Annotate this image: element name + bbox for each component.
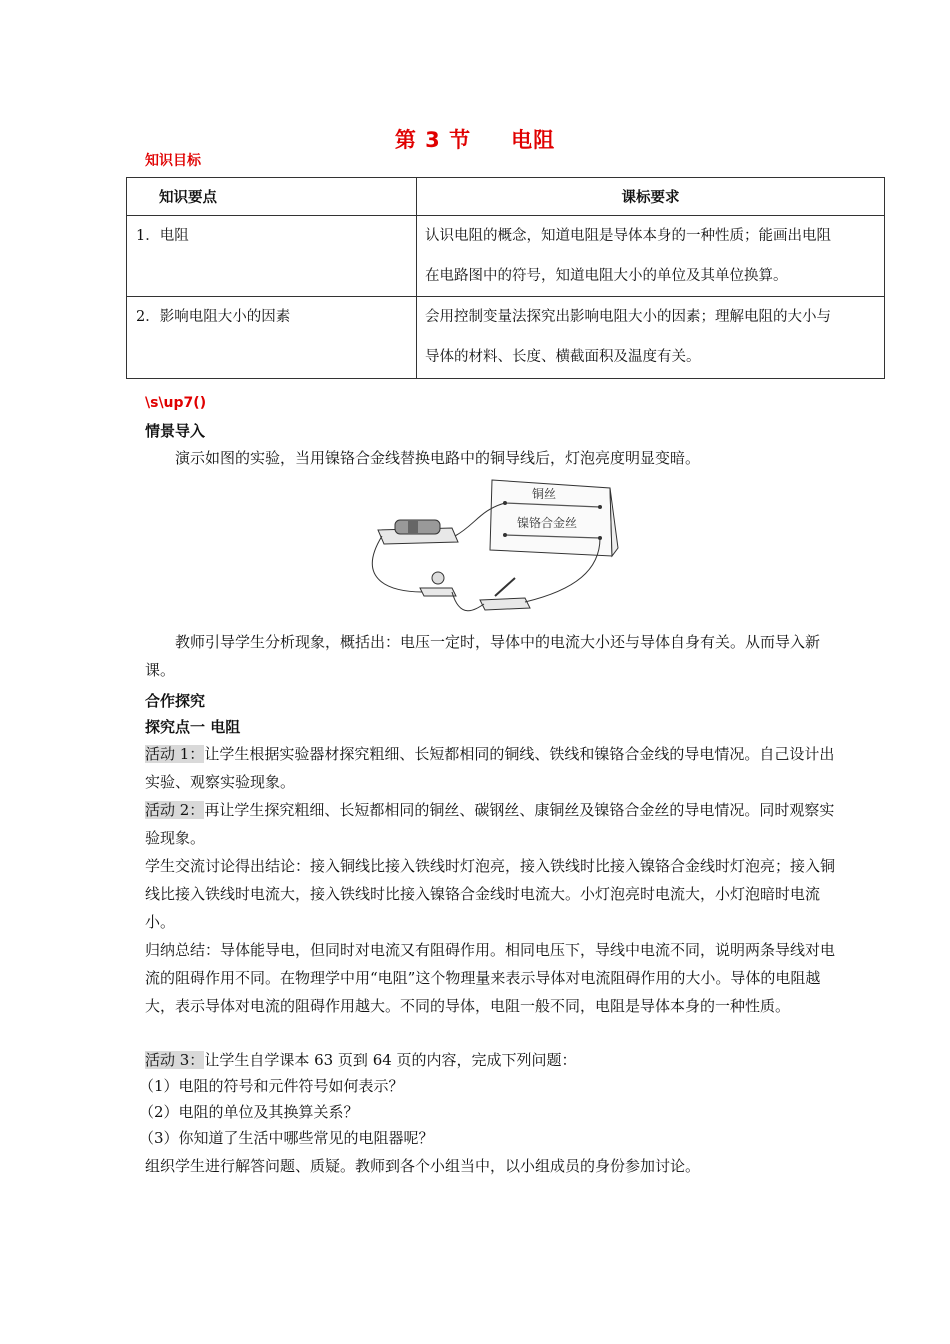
question-item: （2）电阻的单位及其换算关系？ — [139, 1103, 359, 1121]
battery-band — [408, 520, 418, 534]
activity-1 — [145, 740, 835, 796]
knowledge-point-cell: 2．影响电阻大小的因素 — [127, 297, 417, 379]
activity-text: 让学生根据实验器材探究粗细、长短都相同的铜线、铁线和镍铬合金线的导电情况。自己设计出实验、观察实验现象。 — [145, 745, 835, 791]
point1-heading: 探究点一 电阻 — [145, 718, 241, 736]
activity-label: 活动 2： — [145, 801, 205, 819]
switch-lever — [495, 578, 515, 596]
circuit-diagram — [360, 470, 630, 620]
question-item: （1）电阻的符号和元件符号如何表示？ — [139, 1077, 404, 1095]
knowledge-table — [126, 177, 885, 379]
requirement-cell — [417, 297, 885, 379]
cooperative-heading: 合作探究 — [145, 692, 206, 710]
header-knowledge-point: 知识要点 — [127, 178, 417, 216]
header-curriculum-requirement: 课标要求 — [417, 178, 885, 216]
activity-2 — [145, 796, 835, 852]
summary-text: 归纳总结：导体能导电，但同时对电流又有阻碍作用。相同电压下，导线中电流不同，说明两条导线对电流的阻碍作用不同。在物理学中用“电阻”这个物理量来表示导体对电流阻碍作用的大小。导体的电阻越大，表示导体对电流的阻碍作用越大。不同的导体，电阻一般不同，电阻是导体本身的一种性质。 — [145, 941, 836, 1015]
discussion-text: 学生交流讨论得出结论：接入铜线比接入铁线时灯泡亮，接入铁线时比接入镍铬合金线时灯泡亮；接入铜线比接入铁线时电流大，接入铁线时比接入镍铬合金线时电流大。小灯泡亮时电流大，小灯泡暗时电流小。 — [145, 857, 836, 931]
switch-base — [480, 598, 530, 610]
intro-followup: 教师引导学生分析现象，概括出：电压一定时，导体中的电流大小还与导体自身有关。从而导入新课。 — [145, 633, 821, 679]
requirement-line: 在电路图中的符号，知道电阻大小的单位及其单位换算。 — [425, 268, 788, 284]
terminal — [598, 505, 602, 509]
terminal — [503, 533, 507, 537]
requirement-line: 导体的材料、长度、横截面积及温度有关。 — [425, 349, 701, 365]
connecting-wire — [452, 592, 484, 611]
board-edge — [610, 488, 618, 556]
requirement-cell — [417, 216, 885, 297]
section-number: 第 3 节 — [394, 128, 472, 152]
knowledge-heading: 知识目标 — [145, 153, 201, 169]
bulb-base — [420, 588, 456, 596]
activity-3 — [145, 1046, 835, 1074]
table-row — [127, 297, 885, 379]
activity-text: 让学生自学课本 63 页到 64 页的内容，完成下列问题： — [204, 1051, 577, 1069]
activity-label: 活动 1： — [145, 745, 205, 763]
copper-label: 铜丝 — [532, 487, 557, 501]
nichrome-label: 镍铬合金丝 — [517, 516, 578, 530]
connecting-wire — [372, 536, 422, 592]
section-name: 电阻 — [511, 128, 556, 152]
knowledge-point-cell: 1．电阻 — [127, 216, 417, 297]
bulb-icon — [432, 572, 444, 584]
activity-text: 再让学生探究粗细、长短都相同的铜丝、碳钢丝、康铜丝及镍铬合金丝的导电情况。同时观察实验现象。 — [145, 801, 835, 847]
question-item: （3）你知道了生活中哪些常见的电阻器呢？ — [139, 1129, 434, 1147]
table-header-row — [127, 178, 885, 216]
activity-label: 活动 3： — [145, 1051, 205, 1069]
table-row — [127, 216, 885, 297]
intro-heading: 情景导入 — [145, 422, 206, 440]
page-title — [0, 124, 950, 154]
intro-text: 演示如图的实验，当用镍铬合金线替换电路中的铜导线后，灯泡亮度明显变暗。 — [175, 449, 701, 467]
requirement-line: 会用控制变量法探究出影响电阻大小的因素；理解电阻的大小与 — [425, 309, 831, 325]
closing-text: 组织学生进行解答问题、质疑。教师到各个小组当中，以小组成员的身份参加讨论。 — [145, 1157, 701, 1175]
field-code: \s\up7() — [145, 395, 207, 411]
requirement-line: 认识电阻的概念，知道电阻是导体本身的一种性质；能画出电阻 — [425, 228, 831, 244]
